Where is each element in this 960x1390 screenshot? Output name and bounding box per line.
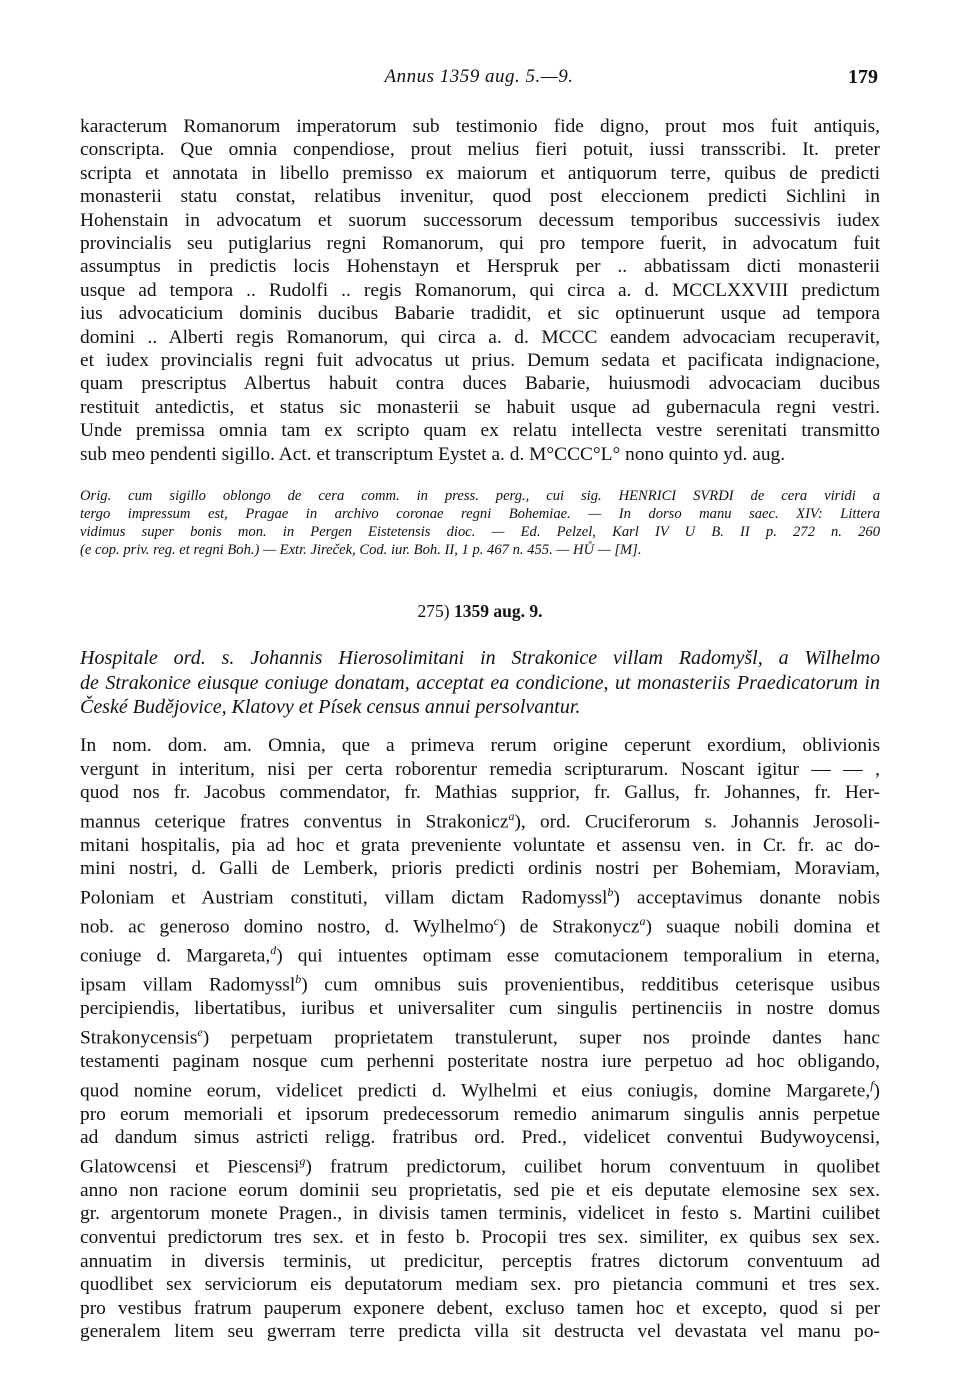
text-line: usque ad tempora .. Rudolfi .. regis Romanorum, qui circa a. d. MCCLXXVIII predictum [80, 279, 880, 301]
text-line: karacterum Romanorum imperatorum sub testimonio fide digno, prout mos fuit antiquis, [80, 116, 880, 137]
footnote-marker: f [870, 1077, 874, 1092]
text-line: nob. ac generoso domino nostro, d. Wylhelmo$^c$) de Strakonycz$^a$) suaque nobili domina et [80, 914, 880, 938]
text-line: vergunt in interitum, nisi per certa roborentur remedia scripturarum. Noscant igitur — — , [80, 758, 880, 780]
text-line: Unde premissa omnia tam ex scripto quam ex relatu intellecta vestre serenitati transmitto [80, 420, 880, 442]
text-line: Poloniam et Austriam constituti, villam dictam Radomyssl$^b$) acceptavimus donante nobis [80, 885, 880, 909]
regest-line: Hospitale ord. s. Johannis Hierosolimitani in Strakonice villam Radomyšl, a Wilhelmo [80, 647, 880, 669]
text-line: sub meo pendenti sigillo. Act. et transcriptum Eystet a. d. M°CCC°L° nono quinto yd. aug. [80, 443, 786, 465]
footnote-marker: e [197, 1024, 203, 1039]
text-line: conventui predictorum tres sex. et in festo b. Procopii tres sex. similiter, ex quibus sex sex. [80, 1227, 880, 1249]
text-line: monasterii statu constat, relatibus invenitur, quod post eleccionem predicti Sichlini in [80, 186, 880, 208]
note-line: tergo impressum est, Pragae in archivo coronae regni Bohemiae. — In dorso manu saec. XIV: Littera [80, 506, 880, 522]
text-line: coniuge d. Margareta,$^d$) qui intuentes optimam esse comutacionem temporalium in eterna, [80, 943, 880, 967]
text-line: quod nos fr. Jacobus commendator, fr. Mathias supprior, fr. Gallus, fr. Johannes, fr. Her- [80, 782, 880, 804]
text-line: testamenti paginam nosque cum perhenni posteritate nostra iure perpetuo ad hoc obligando, [80, 1050, 880, 1072]
document-heading [0, 601, 960, 622]
text-line: pro vestibus fratrum pauperum exponere debent, excluso tamen hoc et excepto, quod si per [80, 1297, 880, 1319]
footnote-marker: c [493, 914, 500, 929]
previous-document-text [80, 115, 880, 466]
regest-line: České Budějovice, Klatovy et Písek census annui persolvantur. [80, 696, 581, 718]
footnote-marker: a [508, 808, 515, 823]
footnote-marker: g [299, 1153, 306, 1168]
footnote-marker: b [607, 885, 614, 900]
note-line: Orig. cum sigillo oblongo de cera comm. in press. perg., cui sig. HENRICI SVRDI de cera viridi a [80, 488, 880, 504]
text-line: Strakonycensis$^e$) perpetuam proprietatem transtulerunt, super nos proinde dantes hanc [80, 1024, 880, 1049]
text-line: domini .. Alberti regis Romanorum, qui circa a. d. MCCC eandem advocaciam recuperavit, [80, 326, 880, 348]
text-line: generalem litem seu gwerram terre predicta villa sit destructa vel devastata vel manu po- [80, 1321, 880, 1343]
note-line: (e cop. priv. reg. et regni Boh.) — Extr. Jireček, Cod. iur. Boh. II, 1 p. 467 n. 455. — HŮ — [M]. [80, 542, 642, 558]
source-note [80, 487, 880, 559]
text-line: mitani hospitalis, pia ad hoc et grata preveniente voluntate et assensu ven. in Cr. fr. ac do- [80, 834, 880, 856]
page-number: 179 [848, 66, 878, 88]
regest-line: de Strakonice eiusque coniuge donatam, acceptat ea condicione, ut monasteriis Praedicatorum in [80, 671, 880, 694]
document-number: 275) [417, 601, 450, 621]
text-line: et iudex provincialis regni fuit advocatus ut prius. Demum sedata et pacificata indignacione, [80, 350, 880, 372]
text-line: Glatowcensi et Piescensi$^g$) fratrum predictorum, cuilibet horum conventuum in quolibet [80, 1153, 880, 1178]
text-line: ius advocaticium dominis ducibus Babarie tradidit, et sic optinuerunt usque ad tempora [80, 303, 880, 325]
footnote-marker: d [270, 943, 277, 958]
text-line: mini nostri, d. Galli de Lemberk, prioris predicti ordinis nostri per Bohemiam, Moraviam, [80, 858, 880, 880]
document-text [80, 734, 880, 1344]
text-line: percipiendis, libertatibus, iuribus et universaliter cum singulis pertinenciis in nostre domus [80, 998, 880, 1020]
text-line: restituit antedictis, et status sic monasterii se habuit usque ad gubernacula regni vestri. [80, 396, 880, 418]
text-line: quodlibet sex serviciorum eis deputatorum mediam sex. pro pietancia communi et tres sex. [80, 1274, 880, 1296]
text-line: mannus ceterique fratres conventus in Strakonicz$^a$), ord. Cruciferorum s. Johannis Jerosoli- [80, 808, 880, 833]
note-line: vidimus super bonis mon. in Pergen Eistetensis dioc. — Ed. Pelzel, Karl IV U B. II p. 272 n. 260 [80, 524, 880, 540]
text-line: pro eorum memoriali et ipsorum predecessorum remedio animarum singulis annis perpetue [80, 1103, 880, 1125]
text-line: annuatim in diversis terminis, ut predicitur, perceptis fratres dictorum conventuum ad [80, 1250, 880, 1272]
text-line: quod nomine eorum, videlicet predicti d. Wylhelmi et eius coniugis, domine Margarete,$^f$) [80, 1077, 880, 1101]
text-line: ipsam villam Radomyssl$^b$) cum omnibus suis provenientibus, redditibus ceterisque usibus [80, 972, 880, 996]
footnote-marker: b [295, 972, 302, 987]
text-line: scripta et annotata in libello premisso ex maiorum et antiquorum terre, quibus de predicti [80, 162, 880, 184]
text-line: gr. argentorum monete Pragen., in divisis tamen terminis, videlicet in festo s. Martini cuilibet [80, 1203, 880, 1225]
running-title: Annus 1359 aug. 5.—9. [384, 66, 574, 87]
text-line: Hohenstain in advocatum et suorum successorum decessum temporibus successivis iudex [80, 209, 880, 231]
text-line: quam prescriptus Albertus habuit contra duces Babarie, huiusmodi advocaciam ducibus [80, 373, 880, 395]
text-line: conscripta. Que omnia conpendiose, prout melius fieri potuit, iussi transscribi. It. preter [80, 139, 880, 161]
text-line: anno non racione eorum dominii seu proprietatis, sed pie et eis deputate elemosine sex sex. [80, 1179, 880, 1201]
text-line: provincialis seu putiglarius regni Romanorum, qui pro tempore fuerit, in advocatum fuit [80, 233, 880, 255]
document-regest [80, 646, 880, 720]
text-line: ad dandum simus astricti religg. fratribus ord. Pred., videlicet conventui Budywoycensi, [80, 1127, 880, 1149]
text-line: In nom. dom. am. Omnia, que a primeva rerum origine ceperunt exordium, oblivionis [80, 735, 880, 756]
text-line: assumptus in predictis locis Hohenstayn et Herspruk per .. abbatissam dicti monasterii [80, 256, 880, 278]
footnote-marker: a [639, 914, 646, 929]
page-header [80, 66, 878, 96]
document-date: 1359 aug. 9. [453, 601, 543, 621]
